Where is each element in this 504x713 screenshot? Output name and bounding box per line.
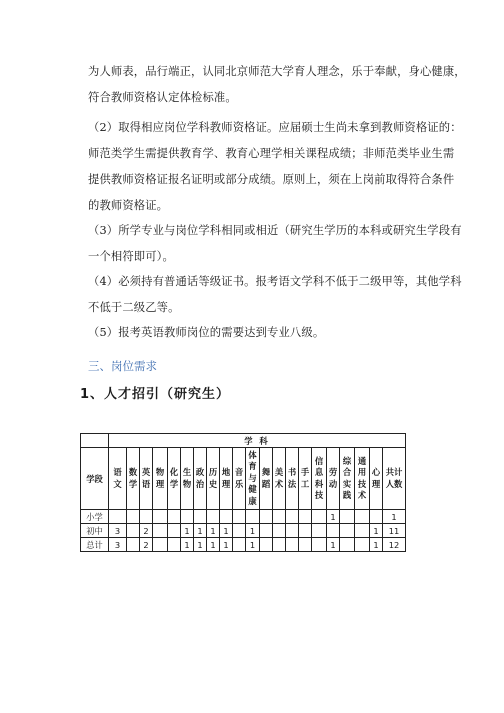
count-cell: 1 [246, 524, 260, 538]
table-row [81, 510, 406, 524]
subject-header-label: 综合实践 [342, 455, 352, 500]
subject-header [233, 448, 246, 510]
subject-header-label: 心理 [371, 467, 381, 489]
recruitment-table [80, 433, 406, 552]
count-cell: 1 [181, 538, 194, 552]
count-cell [246, 510, 260, 524]
count-cell [286, 510, 299, 524]
count-cell [207, 510, 220, 524]
count-cell [327, 524, 340, 538]
count-cell [286, 538, 299, 552]
count-cell [233, 538, 246, 552]
count-cell [370, 510, 383, 524]
paragraph-line: （5）报考英语教师岗位的需要达到专业八级。 [88, 326, 325, 339]
paragraph-line: 一个相符即可）。 [88, 250, 174, 263]
count-cell [233, 524, 246, 538]
count-cell [194, 510, 207, 524]
count-cell [168, 524, 181, 538]
subject-header-label: 数学 [128, 467, 138, 489]
paragraph-line: 师范类学生需提供教育学、教育心理学相关课程成绩；非师范类毕业生需 [88, 147, 455, 160]
paragraph-line: 不低于二级乙等。 [88, 301, 180, 314]
count-cell [153, 510, 168, 524]
count-cell [273, 510, 286, 524]
count-cell: 1 [194, 524, 207, 538]
count-cell [299, 524, 312, 538]
subject-header [273, 448, 286, 510]
count-cell [286, 524, 299, 538]
table-row [81, 524, 406, 538]
count-cell [260, 524, 273, 538]
count-cell [220, 510, 233, 524]
subject-header-label: 体育与健康 [248, 449, 257, 506]
total-header-label: 共计人数 [385, 467, 403, 489]
paragraph-line: 的教师资格证。 [88, 199, 169, 212]
corner-cell [81, 434, 109, 448]
count-cell: 1 [370, 538, 383, 552]
subject-header [127, 448, 140, 510]
count-cell [153, 538, 168, 552]
count-cell: 3 [109, 524, 127, 538]
table-row [81, 538, 406, 552]
subject-header-label: 地理 [221, 467, 231, 489]
count-cell: 1 [220, 524, 233, 538]
count-cell [233, 510, 246, 524]
subject-group-header: 学 科 [109, 434, 406, 448]
stage-cell: 总计 [81, 538, 109, 552]
count-cell [355, 510, 370, 524]
count-cell [312, 524, 327, 538]
count-cell: 1 [207, 538, 220, 552]
subject-header [153, 448, 168, 510]
subject-header-label: 英语 [141, 467, 151, 489]
count-cell [127, 538, 140, 552]
subject-header-label: 书法 [287, 467, 297, 489]
count-cell [340, 538, 355, 552]
count-cell [260, 538, 273, 552]
paragraph-line: 符合教师资格认定体检标准。 [88, 91, 237, 104]
subject-header-label: 通用技术 [357, 455, 367, 500]
count-cell: 2 [140, 524, 153, 538]
count-cell [312, 510, 327, 524]
count-cell [181, 510, 194, 524]
subject-header-label: 生物 [182, 467, 192, 489]
total-header [383, 448, 406, 510]
subject-header [327, 448, 340, 510]
paragraph-line: （3）所学专业与岗位学科相同或相近（研究生学历的本科或研究生学段有 [88, 224, 462, 237]
paragraph-line: 为人师表，品行端正，认同北京师范大学育人理念，乐于奉献，身心健康， [88, 65, 466, 78]
subject-header [181, 448, 194, 510]
count-cell: 3 [109, 538, 127, 552]
count-cell: 1 [220, 538, 233, 552]
count-cell [355, 524, 370, 538]
count-cell [127, 524, 140, 538]
subject-header-label: 历史 [208, 467, 218, 489]
count-cell [340, 524, 355, 538]
subject-header [260, 448, 273, 510]
count-cell [168, 538, 181, 552]
count-cell [168, 510, 181, 524]
count-cell: 1 [327, 538, 340, 552]
paragraph-line: （2）取得相应岗位学科教师资格证。应届硕士生尚未拿到教师资格证的： [88, 121, 462, 134]
count-cell [273, 524, 286, 538]
count-cell [273, 538, 286, 552]
subject-header [140, 448, 153, 510]
count-cell [355, 538, 370, 552]
count-cell [340, 510, 355, 524]
total-cell: 11 [383, 524, 406, 538]
subject-header [220, 448, 233, 510]
stage-header: 学段 [81, 448, 109, 510]
count-cell [260, 510, 273, 524]
count-cell: 2 [140, 538, 153, 552]
subject-header-label: 物理 [155, 467, 165, 489]
count-cell [127, 510, 140, 524]
count-cell [299, 510, 312, 524]
count-cell: 1 [207, 524, 220, 538]
count-cell: 1 [181, 524, 194, 538]
section-title: 三、岗位需求 [88, 359, 157, 373]
subject-header [299, 448, 312, 510]
subject-header-label: 美术 [274, 467, 284, 489]
count-cell [312, 538, 327, 552]
count-cell: 1 [246, 538, 260, 552]
subheading: 1、人才招引（研究生） [80, 387, 231, 402]
subject-header-label: 手工 [300, 467, 310, 489]
subject-header-label: 化学 [169, 467, 179, 489]
total-cell: 1 [383, 510, 406, 524]
subject-header [355, 448, 370, 510]
subject-header-label: 语文 [113, 467, 122, 489]
subject-header [340, 448, 355, 510]
count-cell [299, 538, 312, 552]
subject-header-label: 劳动 [328, 467, 338, 489]
paragraph-line: 提供教师资格证报名证明或部分成绩。原则上，须在上岗前取得符合条件 [88, 173, 455, 186]
subject-header [109, 448, 127, 510]
count-cell: 1 [194, 538, 207, 552]
count-cell [140, 510, 153, 524]
count-cell: 1 [370, 524, 383, 538]
subject-header [168, 448, 181, 510]
subject-header [286, 448, 299, 510]
subject-header-label: 信息科技 [314, 455, 324, 500]
stage-cell: 小学 [81, 510, 109, 524]
paragraph-line: （4）必须持有普通话等级证书。报考语文学科不低于二级甲等，其他学科 [88, 275, 462, 288]
subject-header-label: 音乐 [234, 467, 244, 489]
subject-header [246, 448, 260, 510]
subject-header-label: 舞蹈 [261, 467, 271, 489]
count-cell: 1 [327, 510, 340, 524]
subject-header [194, 448, 207, 510]
count-cell [153, 524, 168, 538]
subject-header [370, 448, 383, 510]
subject-header [207, 448, 220, 510]
count-cell [109, 510, 127, 524]
stage-cell: 初中 [81, 524, 109, 538]
subject-header [312, 448, 327, 510]
total-cell: 12 [383, 538, 406, 552]
subject-header-label: 政治 [195, 467, 205, 489]
